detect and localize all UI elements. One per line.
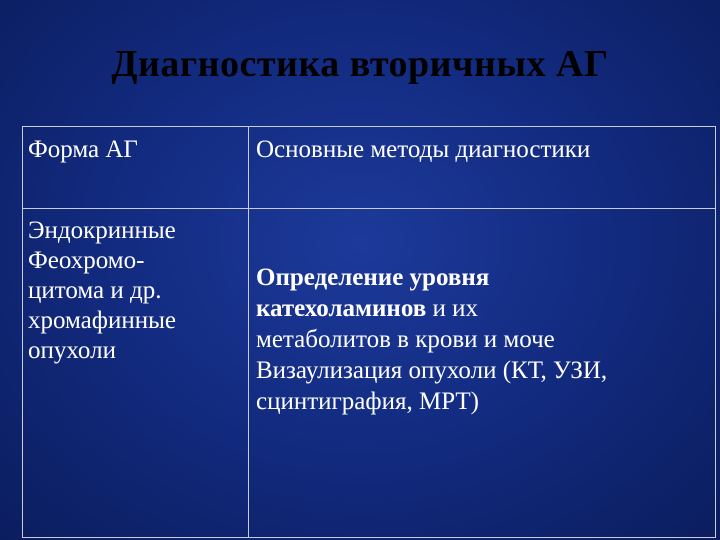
methods-line-4: Визаулизация опухоли (КТ, УЗИ, (256, 357, 608, 384)
methods-line-3: метаболитов в крови и моче (256, 326, 555, 353)
methods-cell (256, 262, 607, 417)
methods-line-2 (256, 293, 607, 324)
methods-line-5: сцинтиграфия, МРТ) (256, 388, 479, 415)
methods-line-1: Определение уровня (256, 264, 490, 291)
form-line-4: опухоли (28, 337, 116, 364)
form-line-3: хромафинные (28, 307, 176, 334)
diagnostics-table (22, 126, 716, 538)
form-line-1: Феохромо- (28, 247, 145, 274)
form-line-2: цитома и др. (28, 277, 162, 304)
methods-line-2-rest: и их (426, 295, 478, 322)
header-methods-cell: Основные методы диагностики (256, 136, 591, 163)
form-cell (28, 216, 176, 366)
category-label: Эндокринные (28, 217, 176, 244)
column-divider (248, 127, 249, 537)
slide-title: Диагностика вторичных АГ (111, 43, 609, 85)
header-form-cell: Форма АГ (28, 136, 138, 163)
row-divider (23, 208, 715, 209)
methods-line-2-bold: катехоламинов (256, 295, 427, 322)
